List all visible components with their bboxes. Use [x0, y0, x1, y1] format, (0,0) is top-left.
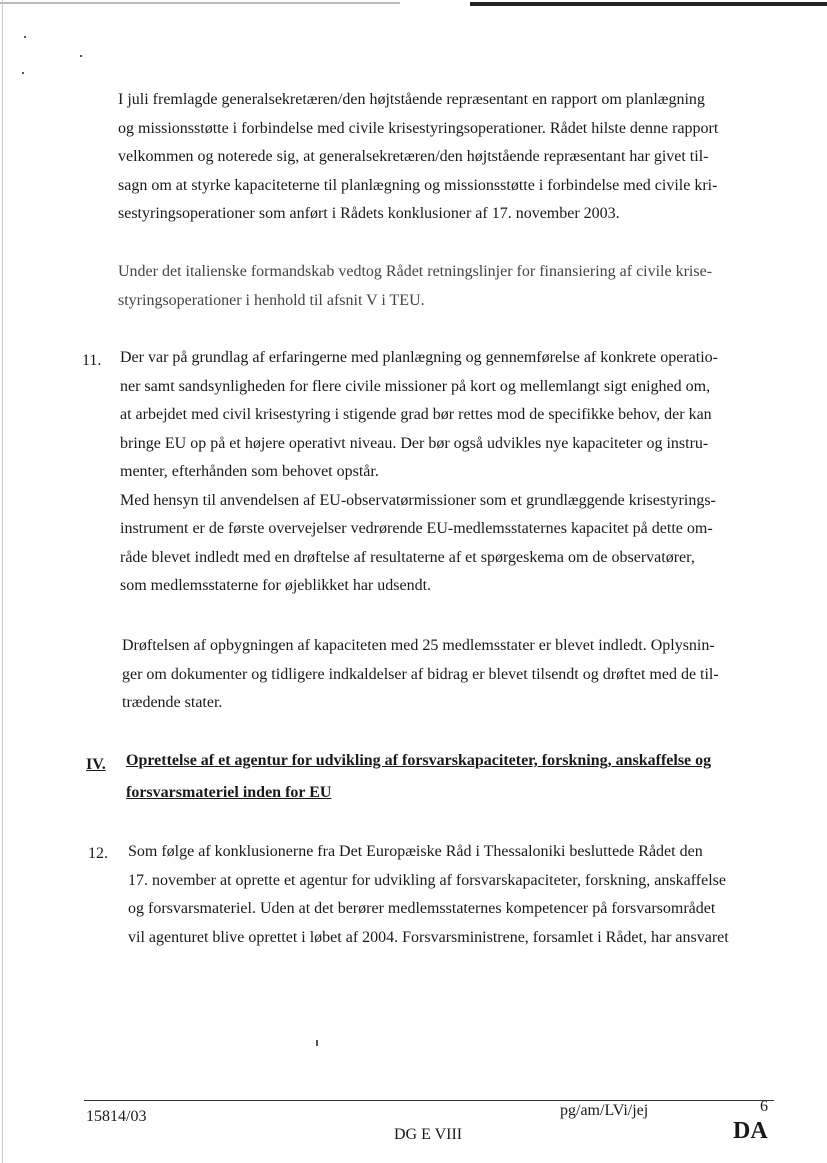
text-line: ger om dokumenter og tidligere indkaldelser af bidrag er blevet tilsendt og drøftet med de til- [122, 665, 719, 683]
text-line: sestyringsoperationer som anført i Rådets konklusioner af 17. november 2003. [118, 205, 620, 222]
scan-speck [24, 36, 26, 38]
text-line: Drøftelsen af opbygningen af kapaciteten med 25 medlemsstater er blevet indledt. Oplysnin- [122, 637, 715, 654]
text-line: som medlemsstaterne for øjeblikket har udsendt. [120, 577, 432, 594]
paragraph-11-continued [122, 632, 762, 718]
scan-speck [80, 55, 82, 57]
paragraph-intro-2 [118, 258, 758, 315]
text-line: ner samt sandsynligheden for flere civile missioner på kort og mellemlangt sigt enighed om, [120, 377, 711, 395]
text-line: at arbejdet med civil krisestyring i stigende grad bør rettes mod de specifikke behov, der kan [120, 406, 712, 423]
footer-document-number: 15814/03 [86, 1108, 147, 1125]
footer-initials: pg/am/LVi/jej [560, 1102, 649, 1119]
footer-rule [84, 1100, 774, 1101]
text-line: Med hensyn til anvendelsen af EU-observatørmissioner som et grundlæggende krisestyrings- [120, 491, 716, 509]
section-heading-line-1: Oprettelse af et agentur for udvikling af forsvarskapaciteter, forskning, anskaffelse og [126, 752, 712, 769]
scan-left-edge [2, 0, 3, 1163]
paragraph-11 [120, 344, 760, 601]
paragraph-12 [128, 838, 764, 952]
text-line: sagn om at styrke kapaciteterne til planlægning og missionsstøtte i forbindelse med civile kri- [118, 176, 718, 194]
text-line: 17. november at oprette et agentur for udvikling af forsvarskapaciteter, forskning, anskaffelse [128, 871, 726, 889]
text-line: Under det italienske formandskab vedtog Rådet retningslinjer for finansiering af civile krise- [118, 263, 713, 280]
text-line: styringsoperationer i henhold til afsnit V i TEU. [118, 291, 425, 309]
footer-department: DG E VIII [394, 1126, 463, 1143]
text-line: bringe EU op på et højere operativt niveau. Der bør også udvikles nye kapaciteter og instru- [120, 434, 709, 452]
scan-top-edge [0, 2, 400, 4]
text-line: trædende stater. [122, 694, 223, 711]
text-line: velkommen og noterede sig, at generalsekretæren/den højtstående repræsentant har givet til- [118, 148, 709, 165]
text-line: instrument er de første overvejelser vedrørende EU-medlemsstaternes kapacitet på dette om- [120, 520, 713, 537]
section-heading-line-2: forsvarsmateriel inden for EU [126, 784, 332, 801]
scan-top-edge-dark [470, 2, 827, 6]
paragraph-intro-1 [118, 86, 758, 229]
text-line: Der var på grundlag af erfaringerne med planlægning og gennemførelse af konkrete operatio- [120, 349, 718, 366]
text-line: og forsvarsmateriel. Uden at det berører medlemsstaternes kompetencer på forsvarsområdet [128, 900, 716, 917]
text-line: vil agenturet blive oprettet i løbet af 2004. Forsvarsministrene, forsamlet i Rådet, har ansvaret [128, 928, 729, 946]
paragraph-number-11: 11. [82, 352, 102, 369]
footer-language-code: DA [733, 1118, 768, 1144]
text-line: Som følge af konklusionerne fra Det Europæiske Råd i Thessaloniki besluttede Rådet den [128, 843, 703, 860]
text-line: menter, efterhånden som behovet opstår. [120, 463, 379, 480]
text-line: I juli fremlagde generalsekretæren/den højtstående repræsentant en rapport om planlægning [118, 91, 705, 108]
scan-speck [22, 72, 24, 74]
section-number-iv: IV. [86, 756, 106, 773]
scan-speck [316, 1040, 318, 1046]
text-line: og missionsstøtte i forbindelse med civile krisestyringsoperationer. Rådet hilste denne rapport [118, 119, 719, 137]
paragraph-number-12: 12. [88, 845, 108, 862]
text-line: råde blevet indledt med en drøftelse af resultaterne af et spørgeskema om de observatører, [120, 548, 695, 566]
footer-page-number: 6 [760, 1098, 768, 1115]
